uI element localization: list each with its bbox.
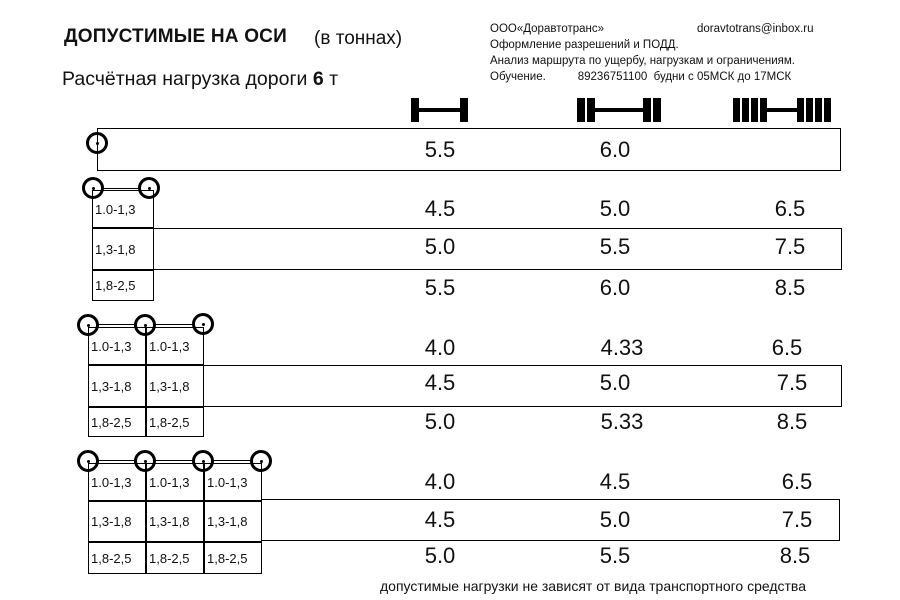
single-axle-value: 5.5 (424, 137, 456, 162)
company-service-1: Оформление разрешений и ПОДД. (490, 39, 679, 51)
axle-spacing-cell: 1,3-1,8 (146, 365, 204, 407)
axle-spacing-cell: 1.0-1,3 (88, 327, 146, 365)
axle-spacing-cell: 1.0-1,3 (146, 463, 204, 501)
axle-spacing-cell: 1,8-2,5 (146, 542, 204, 574)
company-name: ООО«Доравтотранс» (490, 23, 605, 35)
axle-spacing-cell: 1,8-2,5 (88, 542, 146, 574)
quad-axle-value: 6.5 (781, 469, 813, 494)
axle-spacing-cell: 1,8-2,5 (92, 270, 154, 301)
design-load-line (62, 68, 338, 91)
double-wheel-axle-icon (576, 97, 664, 123)
footer-note: допустимые нагрузки не зависят от вида транспортного средства (380, 578, 806, 594)
double-axle-value: 7.5 (774, 234, 806, 259)
axle-spacing-cell: 1,8-2,5 (88, 407, 146, 437)
triple-axle-row-box (203, 365, 842, 407)
double-axle-value: 6.5 (774, 196, 806, 221)
axle-spacing-cell: 1,3-1,8 (146, 501, 204, 542)
double-axle-value: 5.0 (599, 196, 631, 221)
row-divider-line (203, 406, 842, 407)
axle-spacing-cell: 1,8-2,5 (146, 407, 204, 437)
double-axle-value: 5.0 (424, 234, 456, 259)
triple-axle-value: 6.5 (771, 335, 803, 360)
axle-spacing-cell: 1,3-1,8 (92, 228, 154, 270)
triple-axle-value: 7.5 (776, 370, 808, 395)
triple-axle-value: 4.5 (424, 370, 456, 395)
quad-axle-value: 4.0 (424, 469, 456, 494)
axle-spacing-cell: 1,8-2,5 (204, 542, 262, 574)
quad-axle-row-box (261, 499, 840, 541)
single-wheel-axle-icon (410, 97, 470, 123)
axle-spacing-cell: 1,3-1,8 (88, 501, 146, 542)
quad-axle-value: 5.0 (599, 507, 631, 532)
design-load-value: 6 (312, 68, 324, 90)
double-axle-value: 5.5 (599, 234, 631, 259)
triple-axle-value: 4.33 (600, 335, 644, 360)
triple-axle-value: 8.5 (776, 409, 808, 434)
double-axle-value: 5.5 (424, 275, 456, 300)
quad-axle-value: 7.5 (781, 507, 813, 532)
design-load-unit: т (329, 68, 339, 90)
axle-spacing-cell: 1,3-1,8 (204, 501, 262, 542)
double-axle-value: 8.5 (774, 275, 806, 300)
design-load-label: Расчётная нагрузка дороги (62, 68, 308, 90)
single-axle-row (97, 128, 841, 171)
row-divider-line (261, 540, 840, 541)
company-service-2: Анализ маршрута по ущербу, нагрузкам и ограничениям. (490, 55, 795, 67)
double-axle-value: 6.0 (599, 275, 631, 300)
company-training: Обучение. 89236751100 будни с 05МСК до 17МСК (490, 71, 792, 83)
axle-spacing-cell: 1.0-1,3 (88, 463, 146, 501)
triple-axle-value: 5.33 (600, 409, 644, 434)
quad-wheel-axle-icon (732, 97, 832, 123)
axle-spacing-cell: 1,3-1,8 (88, 365, 146, 407)
quad-axle-value: 5.5 (599, 543, 631, 568)
quad-axle-value: 4.5 (424, 507, 456, 532)
quad-axle-value: 5.0 (424, 543, 456, 568)
axle-link-line (88, 460, 261, 461)
double-axle-value: 4.5 (424, 196, 456, 221)
triple-axle-value: 4.0 (424, 335, 456, 360)
title-unit: (в тоннах) (314, 28, 403, 49)
triple-axle-value: 5.0 (424, 409, 456, 434)
row-divider-line (153, 269, 842, 270)
single-axle-value: 6.0 (599, 137, 631, 162)
quad-axle-value: 4.5 (599, 469, 631, 494)
company-email[interactable]: doravtotrans@inbox.ru (697, 23, 814, 35)
triple-axle-value: 5.0 (599, 370, 631, 395)
axle-spacing-cell: 1.0-1,3 (92, 190, 154, 228)
page-title: ДОПУСТИМЫЕ НА ОСИ (64, 26, 287, 47)
axle-spacing-cell: 1.0-1,3 (146, 327, 204, 365)
quad-axle-value: 8.5 (779, 543, 811, 568)
double-axle-row-box (153, 228, 842, 270)
axle-spacing-cell: 1.0-1,3 (204, 463, 262, 501)
